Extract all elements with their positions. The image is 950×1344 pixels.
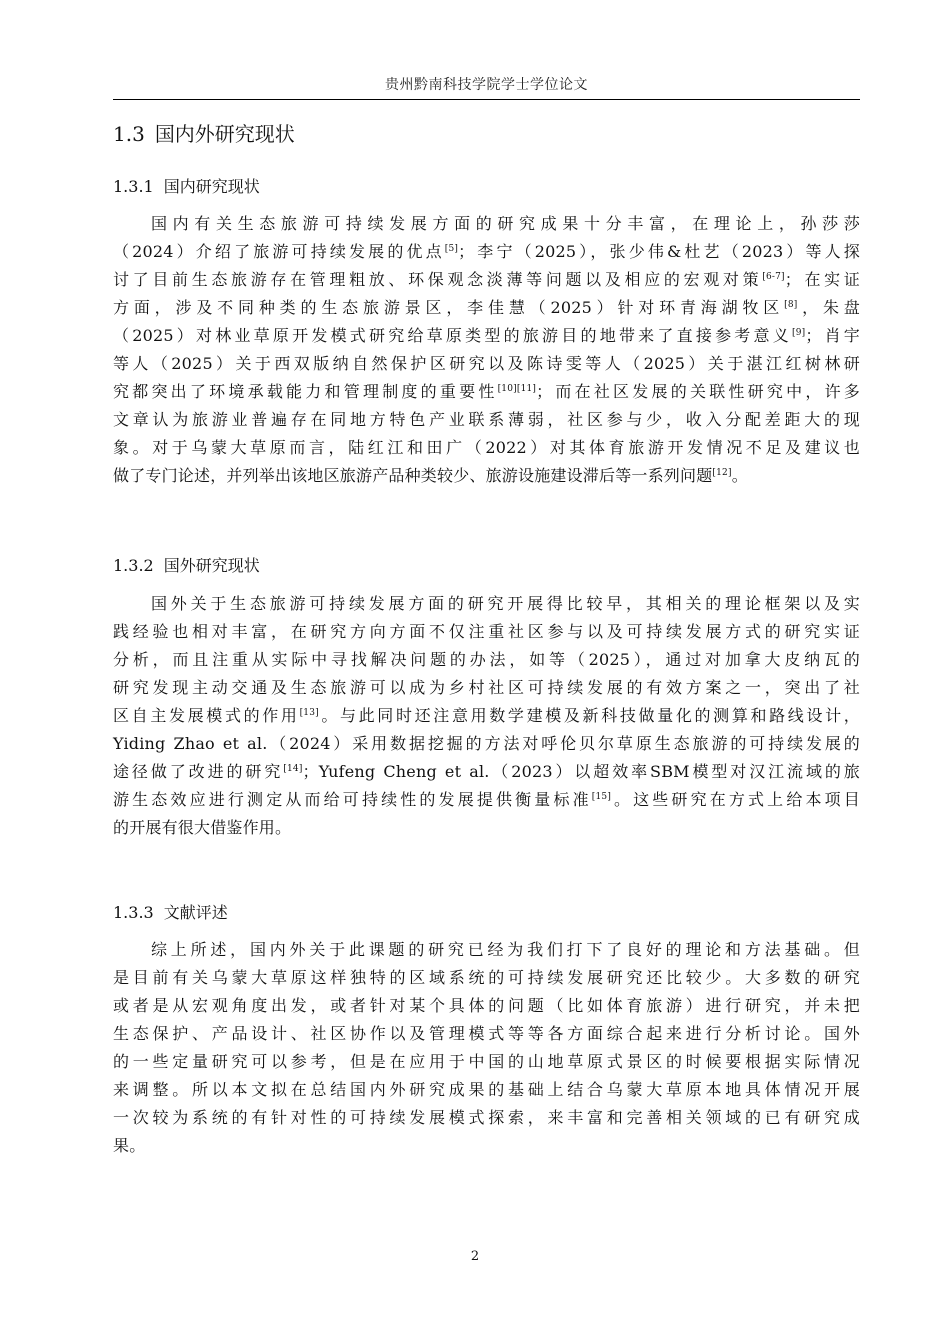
citation-ref: [15] [591,792,612,802]
text-run: ；肖宇 [805,326,860,345]
subsection-heading-review [113,900,228,923]
text-run: 文章认为旅游业普遍存在同地方特色产业联系薄弱，社区参与少，收入分配差距大的现 [113,410,860,429]
text-run: 。 [731,466,748,485]
subsection-heading-domestic [113,174,260,197]
text-run: ；而在社区发展的关联性研究中，许多 [536,382,860,401]
text-run: 究都突出了环境承载能力和管理制度的重要性 [113,382,498,401]
text-run: 综上所述，国内外关于此课题的研究已经为我们打下了良好的理论和方法基础。但 [151,940,860,959]
subsection-title: 文献评述 [163,903,228,922]
subsection-title: 国外研究现状 [163,556,260,575]
text-line [113,618,860,646]
text-run: 分析，而且注重从实际中寻找解决问题的办法，如等（2025），通过对加拿大皮纳瓦的 [113,650,860,669]
citation-ref: [5] [444,244,459,254]
page-number: 2 [470,1249,480,1264]
text-run: 国外关于生态旅游可持续发展方面的研究开展得比较早，其相关的理论框架以及实 [151,594,860,613]
text-line [113,322,860,350]
text-run: 是目前有关乌蒙大草原这样独特的区域系统的可持续发展研究还比较少。大多数的研究 [113,968,860,987]
text-run: ，朱盘 [797,298,860,317]
text-line [113,1104,860,1132]
section-heading [113,118,295,147]
citation-ref: [8] [784,300,798,310]
text-line [113,1076,860,1104]
text-run: （2024）介绍了旅游可持续发展的优点 [113,242,445,261]
text-run: 做了专门论述，并列举出该地区旅游产品种类较少、旅游设施建设滞后等一系列问题 [113,466,713,485]
text-line [113,786,860,814]
text-run: 途径做了改进的研究 [113,762,284,781]
text-line [113,434,860,462]
citation-ref: [14] [283,764,303,774]
text-line [113,646,860,674]
text-run: 的开展有很大借鉴作用。 [113,818,292,837]
text-line [113,674,860,702]
text-run: 研究发现主动交通及生态旅游可以成为乡村社区可持续发展的有效方案之一，突出了社 [113,678,860,697]
text-line [113,406,860,434]
text-run: 或者是从宏观角度出发，或者针对某个具体的问题（比如体育旅游）进行研究，并未把 [113,996,860,1015]
text-run: 果。 [113,1136,146,1155]
paragraph-foreign [113,590,860,842]
text-run: 的一些定量研究可以参考，但是在应用于中国的山地草原式景区的时候要根据实际情况 [113,1052,860,1071]
citation-ref: [10][11] [497,384,537,394]
text-run: 游生态效应进行测定从而给可持续性的发展提供衡量标准 [113,790,592,809]
text-line [113,210,860,238]
section-number: 1.3 [113,122,145,146]
text-line [113,350,860,378]
citation-ref: [6-7] [762,272,785,282]
text-line [113,1048,860,1076]
text-run: ；李宁（2025），张少伟&杜艺（2023）等人探 [458,242,860,261]
text-run: 。这些研究在方式上给本项目 [611,790,860,809]
text-run: 。与此同时还注意用数学建模及新科技做量化的测算和路线设计， [318,706,860,725]
text-line [113,814,860,842]
text-line [113,964,860,992]
text-run: 象。对于乌蒙大草原而言，陆红江和田广（2022）对其体育旅游开发情况不足及建议也 [113,438,860,457]
section-title: 国内外研究现状 [154,122,295,146]
text-run: 等人（2025）关于西双版纳自然保护区研究以及陈诗雯等人（2025）关于湛江红树林研 [113,354,860,373]
text-line [113,992,860,1020]
text-line [113,758,860,786]
running-header: 贵州黔南科技学院学士学位论文 [385,77,588,93]
text-line [113,936,860,964]
text-line [113,590,860,618]
paragraph-domestic [113,210,860,490]
text-line [113,238,860,266]
text-line [113,702,860,730]
text-run: 践经验也相对丰富，在研究方向方面不仅注重社区参与以及可持续发展方式的研究实证 [113,622,860,641]
subsection-title: 国内研究现状 [163,177,260,196]
text-run: 一次较为系统的有针对性的可持续发展模式探索，来丰富和完善相关领域的已有研究成 [113,1108,860,1127]
subsection-number: 1.3.3 [113,903,154,922]
text-line [113,730,860,758]
text-run: （2025）对林业草原开发模式研究给草原类型的旅游目的地带来了直接参考意义 [113,326,792,345]
citation-ref: [9] [791,328,806,338]
text-run: ；在实证 [784,270,860,289]
header-rule [113,99,860,100]
citation-ref: [12] [712,468,732,478]
text-line [113,1020,860,1048]
text-line [113,1132,860,1160]
text-line [113,294,860,322]
text-run: 国内有关生态旅游可持续发展方面的研究成果十分丰富，在理论上，孙莎莎 [151,214,860,233]
text-line [113,378,860,406]
text-line [113,462,860,490]
citation-ref: [13] [299,708,319,718]
text-run: 区自主发展模式的作用 [113,706,300,725]
text-run: 生态保护、产品设计、社区协作以及管理模式等等各方面综合起来进行分析讨论。国外 [113,1024,860,1043]
subsection-number: 1.3.2 [113,556,154,575]
text-run: 方面，涉及不同种类的生态旅游景区，李佳慧（2025）针对环青海湖牧区 [113,298,785,317]
subsection-number: 1.3.1 [113,177,154,196]
text-run: ；Yufeng Cheng et al.（2023）以超效率SBM模型对汉江流域的旅 [302,762,860,781]
paragraph-review [113,936,860,1160]
text-run: Yiding Zhao et al.（2024）采用数据挖掘的方法对呼伦贝尔草原生态旅游的可持续发展的 [113,734,860,753]
text-line [113,266,860,294]
subsection-heading-foreign [113,553,260,576]
text-run: 来调整。所以本文拟在总结国内外研究成果的基础上结合乌蒙大草原本地具体情况开展 [113,1080,860,1099]
text-run: 讨了目前生态旅游存在管理粗放、环保观念淡薄等问题以及相应的宏观对策 [113,270,763,289]
